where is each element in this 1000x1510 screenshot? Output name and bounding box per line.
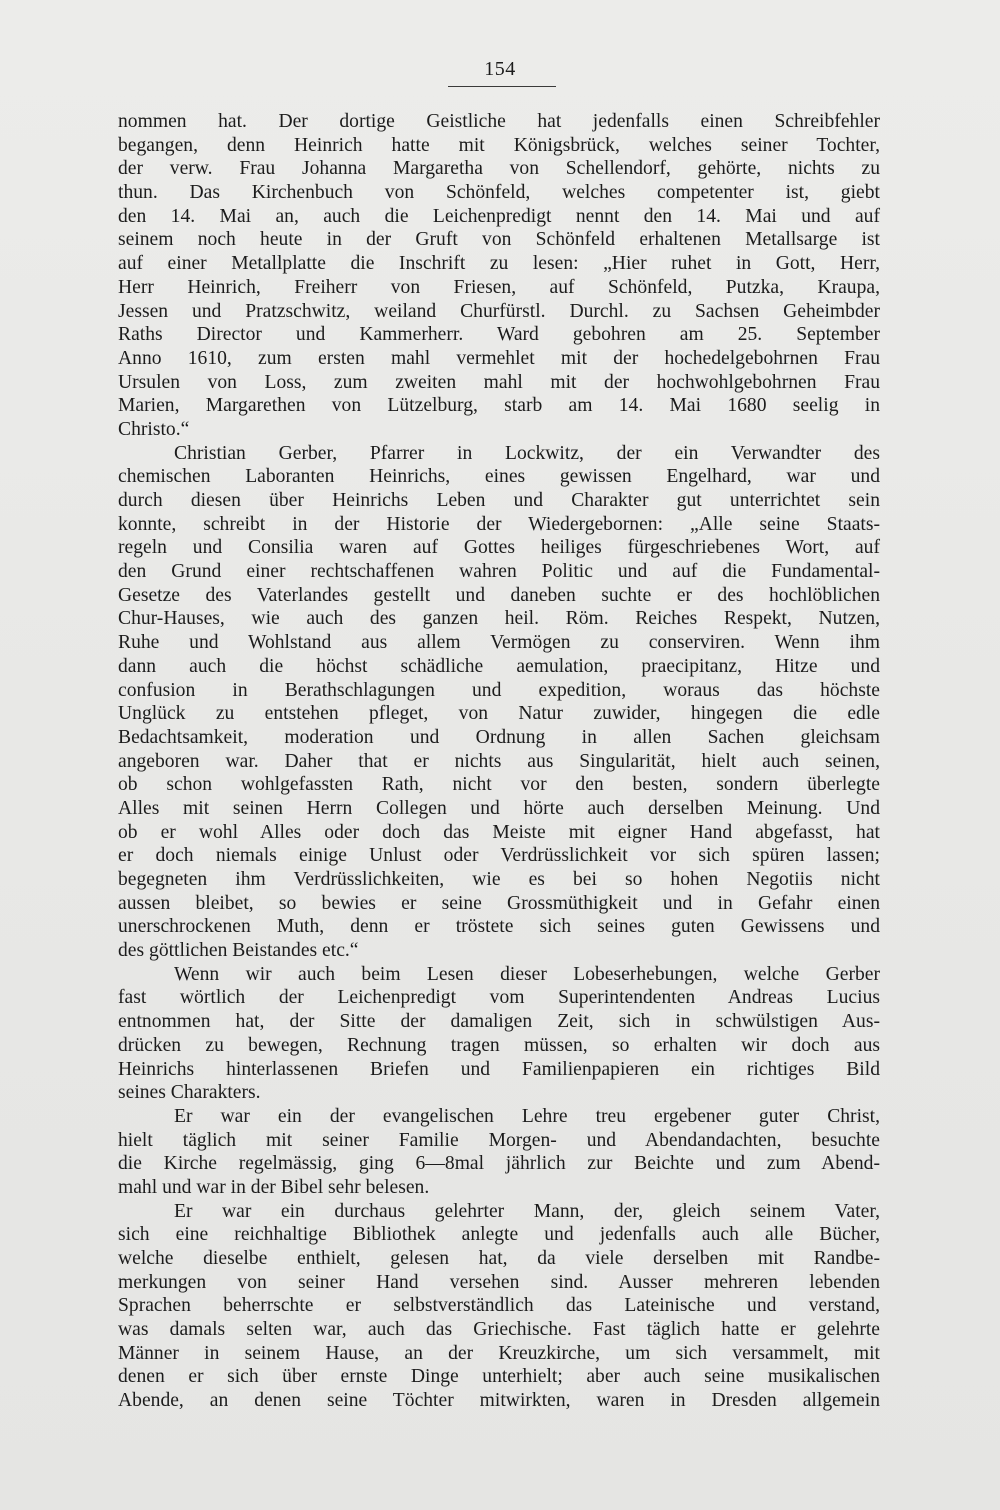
page-number: 154 [484,58,516,80]
text-line: begangen, denn Heinrich hatte mit Königsbrück, welches seiner Tochter, [118,134,880,156]
text-line: des göttlichen Beistandes etc.“ [118,940,359,962]
text-line: denen er sich über ernste Dinge unterhielt; aber auch seine musikalischen [118,1366,880,1388]
text-line: merkungen von seiner Hand versehen sind. Ausser mehreren lebenden [118,1271,880,1293]
text-line: ob er wohl Alles oder doch das Meiste mit eigner Hand abgefasst, hat [118,821,880,843]
text-line: Männer in seinem Hause, an der Kreuzkirche, um sich versammelt, mit [118,1342,880,1364]
text-line: Bedachtsamkeit, moderation und Ordnung in allen Sachen gleichsam [118,726,880,748]
text-line: ob schon wohlgefassten Rath, nicht vor den besten, sondern überlegte [118,774,880,796]
text-line: hielt täglich mit seiner Familie Morgen- und Abendandachten, besuchte [118,1129,880,1151]
text-line: auf einer Metallplatte die Inschrift zu lesen: „Hier ruhet in Gott, Herr, [118,253,880,275]
text-line: aussen bleibet, so bewies er seine Grossmüthigkeit und in Gefahr einen [118,892,880,914]
text-line: was damals selten war, auch das Griechische. Fast täglich hatte er gelehrte [118,1319,880,1341]
text-line: Ruhe und Wohlstand aus allem Vermögen zu conserviren. Wenn ihm [118,632,880,654]
text-line: unerschrockenen Muth, denn er tröstete sich seines guten Gewissens und [118,916,880,938]
text-line: Marien, Margarethen von Lützelburg, starb am 14. Mai 1680 seelig in [118,395,880,417]
text-line: begegneten ihm Verdrüsslichkeiten, wie es bei so hohen Negotiis nicht [118,869,880,890]
text-line: Chur-Hauses, wie auch des ganzen heil. Röm. Reiches Respekt, Nutzen, [118,608,880,630]
text-line: Jessen und Pratzschwitz, weiland Churfürstl. Durchl. zu Sachsen Geheimbder [118,300,880,322]
text-line: thun. Das Kirchenbuch von Schönfeld, welches competenter ist, giebt [118,182,880,204]
text-line: er doch niemals einige Unlust oder Verdrüsslichkeit vor sich spüren lassen; [118,845,880,867]
text-line: entnommen hat, der Sitte der damaligen Zeit, sich in schwülstigen Aus- [118,1011,880,1033]
text-line: Er war ein der evangelischen Lehre treu ergebener guter Christ, [174,1105,880,1127]
text-line: Herr Heinrich, Freiherr von Friesen, auf Schönfeld, Putzka, Kraupa, [118,276,880,298]
text-line: fast wörtlich der Leichenpredigt vom Superintendenten Andreas Lucius [118,987,880,1009]
text-line: mahl und war in der Bibel sehr belesen. [118,1176,430,1198]
text-line: seines Charakters. [118,1082,261,1104]
text-line: Ursulen von Loss, zum zweiten mahl mit der hochwohlgebohrnen Frau [118,371,880,393]
text-line: Gesetze des Vaterlandes gestellt und daneben suchte er des hochlöblichen [118,584,880,606]
page-number-rule [448,86,556,87]
body-text [118,110,880,1413]
text-line: Christian Gerber, Pfarrer in Lockwitz, der ein Verwandter des [174,442,880,464]
text-line: dann auch die höchst schädliche aemulation, praecipitanz, Hitze und [118,655,880,677]
text-line: die Kirche regelmässig, ging 6—8mal jährlich zur Beichte und zum Abend- [118,1153,880,1175]
text-line: durch diesen über Heinrichs Leben und Charakter gut unterrichtet sein [118,490,880,511]
text-line: konnte, schreibt in der Historie der Wiedergebornen: „Alle seine Staats- [118,513,880,535]
text-line: Wenn wir auch beim Lesen dieser Lobeserhebungen, welche Gerber [174,963,880,985]
text-line: Alles mit seinen Herrn Collegen und hörte auch derselben Meinung. Und [118,797,880,819]
text-line: den Grund einer rechtschaffenen wahren Politic und auf die Fundamental- [118,561,880,583]
text-line: regeln und Consilia waren auf Gottes heiliges fürgeschriebenes Wort, auf [118,537,880,559]
text-line: nommen hat. Der dortige Geistliche hat jedenfalls einen Schreibfehler [118,111,880,132]
text-line: Sprachen beherrschte er selbstverständlich das Lateinische und verstand, [118,1295,880,1317]
text-line: Er war ein durchaus gelehrter Mann, der, gleich seinem Vater, [174,1200,880,1222]
text-line: angeboren war. Daher that er nichts aus Singularität, hielt auch seinen, [118,750,880,772]
text-line: der verw. Frau Johanna Margaretha von Schellendorf, gehörte, nichts zu [118,158,880,180]
text-line: Abende, an denen seine Töchter mitwirkten, waren in Dresden allgemein [118,1390,880,1412]
text-line: chemischen Laboranten Heinrichs, eines gewissen Engelhard, war und [118,466,880,488]
text-line: welche dieselbe enthielt, gelesen hat, da viele derselben mit Randbe- [118,1248,880,1269]
text-line: Anno 1610, zum ersten mahl vermehlet mit der hochedelgebohrnen Frau [118,347,880,369]
text-line: sich eine reichhaltige Bibliothek anlegte und jedenfalls auch alle Bücher, [118,1224,880,1246]
text-line: seinem noch heute in der Gruft von Schönfeld erhaltenen Metallsarge ist [118,229,880,251]
text-line: Unglück zu entstehen pfleget, von Natur zuwider, hingegen die edle [118,703,880,725]
text-line: Christo.“ [118,418,190,440]
text-line: confusion in Berathschlagungen und expedition, woraus das höchste [118,679,880,701]
text-line: Heinrichs hinterlassenen Briefen und Familienpapieren ein richtiges Bild [118,1058,880,1080]
text-line: Raths Director und Kammerherr. Ward gebohren am 25. September [118,324,880,346]
text-line: drücken zu bewegen, Rechnung tragen müssen, so erhalten wir doch aus [118,1034,880,1056]
text-line: den 14. Mai an, auch die Leichenpredigt nennt den 14. Mai und auf [118,205,880,227]
